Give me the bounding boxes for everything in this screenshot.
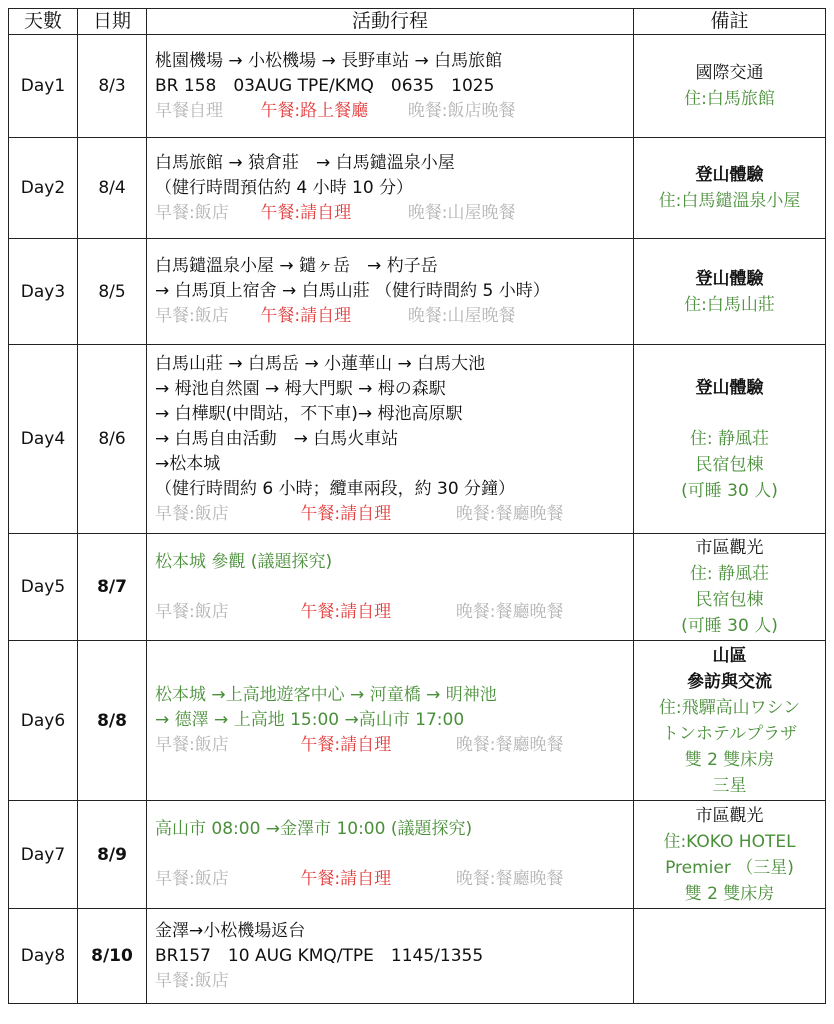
- breakfast-label: 早餐自理: [155, 100, 223, 121]
- notes-cell: [634, 35, 826, 138]
- meals-line: [155, 99, 627, 124]
- note-line: 雙 2 雙床房: [684, 883, 775, 904]
- table-row-day1: [9, 35, 826, 138]
- note-line: (可睡 30 人): [681, 480, 778, 501]
- activity-line: → 白馬頂上宿舍 → 白馬山莊 （健行時間約 5 小時）: [155, 281, 550, 301]
- meals-line: [155, 201, 627, 226]
- activity-cell: [147, 801, 634, 909]
- activity-line: 松本城 參觀 (議題探究): [155, 551, 333, 572]
- dinner-label: 晚餐:飯店晚餐: [407, 100, 516, 121]
- note-line: 民宿包棟: [695, 454, 764, 475]
- activity-line: 金澤→小松機場返台: [155, 920, 306, 941]
- note-line: 市區觀光: [695, 805, 764, 826]
- header-row: [9, 9, 826, 35]
- notes-cell: [634, 909, 826, 1004]
- activity-line: 白馬旅館 → 猿倉莊 → 白馬鑓溫泉小屋: [155, 152, 455, 173]
- activity-cell: [147, 138, 634, 239]
- meals-line: [155, 502, 627, 527]
- header-activity: 活動行程: [147, 9, 634, 35]
- activity-line: BR 158 03AUG TPE/KMQ 0635 1025: [155, 75, 495, 96]
- activity-line: → 德澤 → 上高地 15:00 →高山市 17:00: [155, 710, 465, 730]
- note-line: トンホテルプラザ: [661, 723, 798, 744]
- lunch-label: 午餐:請自理: [300, 735, 392, 755]
- breakfast-label: 早餐:飯店: [155, 869, 229, 889]
- activity-line: 白馬山莊 → 白馬岳 → 小蓮華山 → 白馬大池: [155, 353, 486, 374]
- dinner-label: 晚餐:餐廳晚餐: [455, 503, 564, 524]
- dinner-label: 晚餐:餐廳晚餐: [455, 869, 564, 889]
- activity-line: → 白樺駅(中間站，不下車)→ 栂池高原駅: [155, 403, 463, 424]
- table-row-day2: [9, 138, 826, 239]
- activity-cell: [147, 641, 634, 801]
- day-cell: Day8: [9, 909, 78, 1004]
- note-line: 國際交通: [695, 63, 764, 83]
- activity-cell: [147, 345, 634, 534]
- day-cell: Day3: [9, 239, 78, 345]
- header-day: 天數: [9, 9, 78, 35]
- notes-cell: [634, 641, 826, 801]
- breakfast-label: 早餐:飯店: [155, 503, 229, 524]
- activity-line: 桃園機場 → 小松機場 → 長野車站 → 白馬旅館: [155, 50, 503, 71]
- activity-spacer: [155, 842, 627, 867]
- note-spacer: [634, 401, 825, 426]
- date-cell: 8/5: [78, 239, 147, 345]
- lunch-label: 午餐:請自理: [300, 503, 392, 524]
- day-cell: Day2: [9, 138, 78, 239]
- note-line: 三星: [712, 775, 747, 796]
- meals-line: [155, 304, 627, 329]
- note-line: 住:白馬鑓溫泉小屋: [658, 191, 801, 211]
- notes-cell: [634, 801, 826, 909]
- note-line: 參訪與交流: [687, 671, 772, 692]
- activity-line: （健行時間預估約 4 小時 10 分）: [155, 177, 414, 198]
- table-row-day3: [9, 239, 826, 345]
- breakfast-label: 早餐:飯店: [155, 601, 229, 622]
- breakfast-label: 早餐:飯店: [155, 970, 229, 991]
- day-cell: Day6: [9, 641, 78, 801]
- day-cell: Day4: [9, 345, 78, 534]
- meals-line: [155, 969, 627, 994]
- meals-line: [155, 867, 627, 892]
- activity-line: → 白馬自由活動 → 白馬火車站: [155, 428, 399, 449]
- note-line: 住:白馬山莊: [684, 294, 775, 315]
- lunch-label: 午餐:請自理: [260, 202, 352, 223]
- date-cell: 8/9: [78, 801, 147, 909]
- note-line: 住: 静風荘: [689, 428, 770, 449]
- note-line: 登山體驗: [695, 268, 764, 289]
- breakfast-label: 早餐:飯店: [155, 735, 229, 755]
- note-line: 住:飛驒高山ワシン: [658, 697, 801, 718]
- note-line: 住:KOKO HOTEL: [663, 831, 796, 852]
- dinner-label: 晚餐:山屋晚餐: [407, 306, 516, 326]
- activity-cell: [147, 909, 634, 1004]
- note-line: 登山體驗: [695, 165, 764, 185]
- dinner-label: 晚餐:餐廳晚餐: [455, 735, 564, 755]
- table-row-day8: [9, 909, 826, 1004]
- note-line: 住:白馬旅館: [684, 89, 775, 109]
- meals-line: [155, 600, 627, 625]
- notes-cell: [634, 534, 826, 641]
- table-row-day4: [9, 345, 826, 534]
- date-cell: 8/10: [78, 909, 147, 1004]
- day-cell: Day5: [9, 534, 78, 641]
- activity-line: （健行時間約 6 小時；纜車兩段，約 30 分鐘）: [155, 478, 516, 499]
- date-cell: 8/6: [78, 345, 147, 534]
- day-cell: Day7: [9, 801, 78, 909]
- activity-line: BR157 10 AUG KMQ/TPE 1145/1355: [155, 945, 484, 966]
- lunch-label: 午餐:請自理: [300, 601, 392, 622]
- activity-cell: [147, 534, 634, 641]
- notes-cell: [634, 345, 826, 534]
- date-cell: 8/7: [78, 534, 147, 641]
- breakfast-label: 早餐:飯店: [155, 306, 229, 326]
- meals-line: [155, 733, 627, 758]
- date-cell: 8/3: [78, 35, 147, 138]
- breakfast-label: 早餐:飯店: [155, 202, 229, 223]
- lunch-label: 午餐:路上餐廳: [260, 100, 369, 121]
- table-row-day7: [9, 801, 826, 909]
- activity-cell: [147, 239, 634, 345]
- notes-cell: [634, 239, 826, 345]
- itinerary-table: [8, 8, 826, 1004]
- day-cell: Day1: [9, 35, 78, 138]
- header-notes: 備註: [634, 9, 826, 35]
- note-line: 住: 静風荘: [689, 564, 770, 584]
- activity-line: 松本城 →上高地遊客中心 → 河童橋 → 明神池: [155, 685, 497, 705]
- note-line: 登山體驗: [695, 377, 764, 398]
- activity-cell: [147, 35, 634, 138]
- note-line: 雙 2 雙床房: [684, 749, 775, 770]
- date-cell: 8/8: [78, 641, 147, 801]
- note-line: 民宿包棟: [695, 590, 764, 610]
- dinner-label: 晚餐:山屋晚餐: [407, 202, 516, 223]
- activity-line: 高山市 08:00 →金澤市 10:00 (議題探究): [155, 819, 473, 839]
- note-line: 山區: [712, 645, 747, 666]
- notes-cell: [634, 138, 826, 239]
- activity-line: → 栂池自然園 → 栂大門駅 → 栂の森駅: [155, 378, 446, 399]
- activity-line: →松本城: [155, 453, 221, 474]
- lunch-label: 午餐:請自理: [260, 306, 352, 326]
- note-line: 市區觀光: [695, 538, 764, 558]
- date-cell: 8/4: [78, 138, 147, 239]
- lunch-label: 午餐:請自理: [300, 869, 392, 889]
- table-row-day5: [9, 534, 826, 641]
- table-row-day6: [9, 641, 826, 801]
- activity-spacer: [155, 575, 627, 600]
- header-date: 日期: [78, 9, 147, 35]
- note-line: Premier （三星): [665, 857, 794, 878]
- activity-line: 白馬鑓溫泉小屋 → 鑓ヶ岳 → 杓子岳: [155, 256, 438, 276]
- dinner-label: 晚餐:餐廳晚餐: [455, 601, 564, 622]
- note-line: (可睡 30 人): [681, 616, 778, 636]
